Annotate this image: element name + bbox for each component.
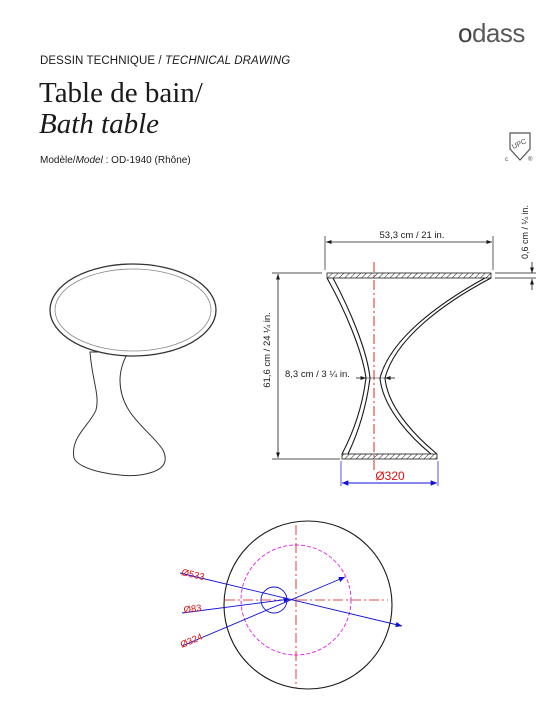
model-number: OD-1940 (Rhône) xyxy=(111,155,191,166)
product-title-fr: Table de bain/ xyxy=(39,77,203,109)
drawing-type-en: TECHNICAL DRAWING xyxy=(165,55,291,67)
drawing-type-fr: DESSIN TECHNIQUE xyxy=(40,55,156,67)
thickness-dimension: 0,6 cm / ¼ in. xyxy=(520,204,530,260)
height-dimension: 61,6 cm / 24 ¼ in. xyxy=(262,312,273,388)
product-title-en: Bath table xyxy=(39,108,160,140)
neck-dimension: 8,3 cm / 3 ¼ in. xyxy=(285,369,350,380)
upc-certification-icon xyxy=(505,133,533,163)
plan-d324-label: Ø324 xyxy=(178,631,205,651)
table-plan-view xyxy=(179,521,402,689)
plan-d83-label: Ø83 xyxy=(183,602,203,616)
upc-c-label: c xyxy=(505,157,508,163)
drawing-type-separator: / xyxy=(155,55,166,67)
brand-logo-text: dass xyxy=(471,18,525,48)
plan-d533-label: Ø533 xyxy=(180,567,206,584)
upc-label: UPC xyxy=(511,138,528,151)
upc-r-label: ® xyxy=(528,157,533,163)
table-elevation-drawing xyxy=(262,205,536,486)
model-prefix-fr: Modèle/ xyxy=(40,155,76,166)
base-diameter-label: Ø320 xyxy=(375,469,405,483)
width-dimension: 53,3 cm / 21 in. xyxy=(379,230,445,241)
model-colon: : xyxy=(102,155,112,166)
model-prefix-en: Model xyxy=(75,155,103,166)
brand-logo-o: o xyxy=(458,18,472,48)
table-perspective-sketch xyxy=(50,264,216,476)
